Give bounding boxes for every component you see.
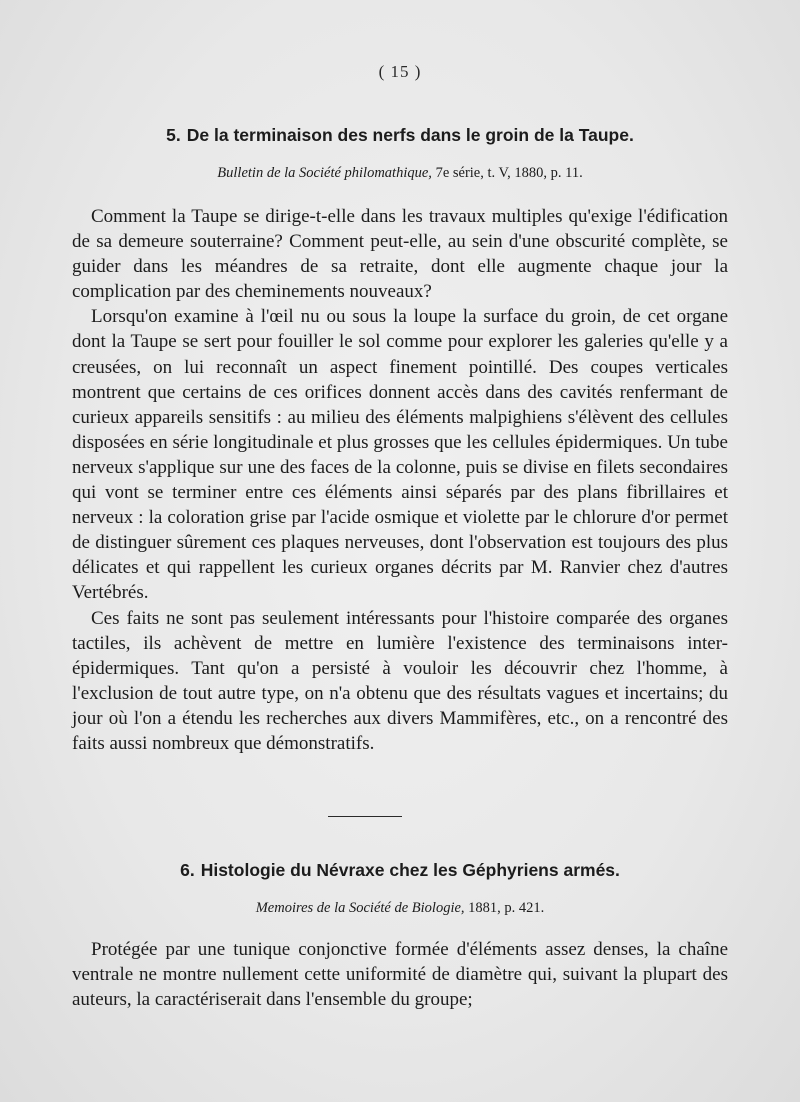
section-number: 5. [166,125,181,145]
citation-journal: Memoires de la Société de Biologie, [255,900,465,916]
section-5 [72,122,728,756]
section-body [72,937,728,1012]
section-title: Histologie du Névraxe chez les Géphyriens armés. [200,860,620,880]
citation [72,162,728,184]
section-6 [72,857,728,1012]
section-heading [72,122,728,148]
paragraph: Protégée par une tunique conjonctive formée d'éléments assez denses, la chaîne ventrale ne montre nullement cette uniformité de diamètre qui, suivant la plupart des auteurs, la caractériserait dans l'ensemble du groupe; [72,939,728,1011]
paragraph: Comment la Taupe se dirige-t-elle dans les travaux multiples qu'exige l'édification de sa demeure souterraine? Comment peut-elle, au sein d'une obscurité complète, se guider dans les méandres de sa retraite, dont elle augmente chaque jour la complication par des cheminements nouveaux? [72,206,728,303]
citation-details: 7e série, t. V, 1880, p. 11. [435,165,583,181]
section-body [72,204,728,756]
page-number: ( 15 ) [378,62,422,81]
section-divider [328,816,402,817]
citation-details: 1881, p. 421. [468,900,545,916]
paragraph: Ces faits ne sont pas seulement intéressants pour l'histoire comparée des organes tactiles, ils achèvent de mettre en lumière l'existence des terminaisons inter-épidermiques. Tant qu'on a persisté à vouloir les découvrir chez l'homme, à l'exclusion de tout autre type, on n'a obtenu que des résultats vagues et incertains; du jour où l'on a étendu les recherches aux divers Mammifères, etc., on a rencontré des faits aussi nombreux que démonstratifs. [72,607,728,754]
section-number: 6. [180,860,195,880]
paragraph: Lorsqu'on examine à l'œil nu ou sous la loupe la surface du groin, de cet organe dont la Taupe se sert pour fouiller le sol comme pour explorer les galeries qu'elle y a creusées, on lui reconnaît un aspect finement pointillé. Des coupes verticales montrent que certains de ces orifices donnent accès dans des cavités renfermant de curieux appareils sensitifs : au milieu des éléments malpighiens s'élèvent des cellules disposées en série longitudinale et plus grosses que les cellules épidermiques. Un tube nerveux s'applique sur une des faces de la colonne, puis se divise en filets secondaires qui vont se terminer entre ces éléments ainsi séparés par des plans fibrillaires et nerveux : la coloration grise par l'acide osmique et violette par le chlorure d'or permet de distinguer sûrement ces plaques nerveuses, dont l'observation est toujours des plus délicates et qui rappellent les curieux organes décrits par M. Ranvier chez d'autres Vertébrés. [72,306,728,604]
citation-journal: Bulletin de la Société philomathique, [217,165,432,181]
citation [72,897,728,919]
section-title: De la terminaison des nerfs dans le groin de la Taupe. [186,125,634,145]
section-heading [72,857,728,883]
